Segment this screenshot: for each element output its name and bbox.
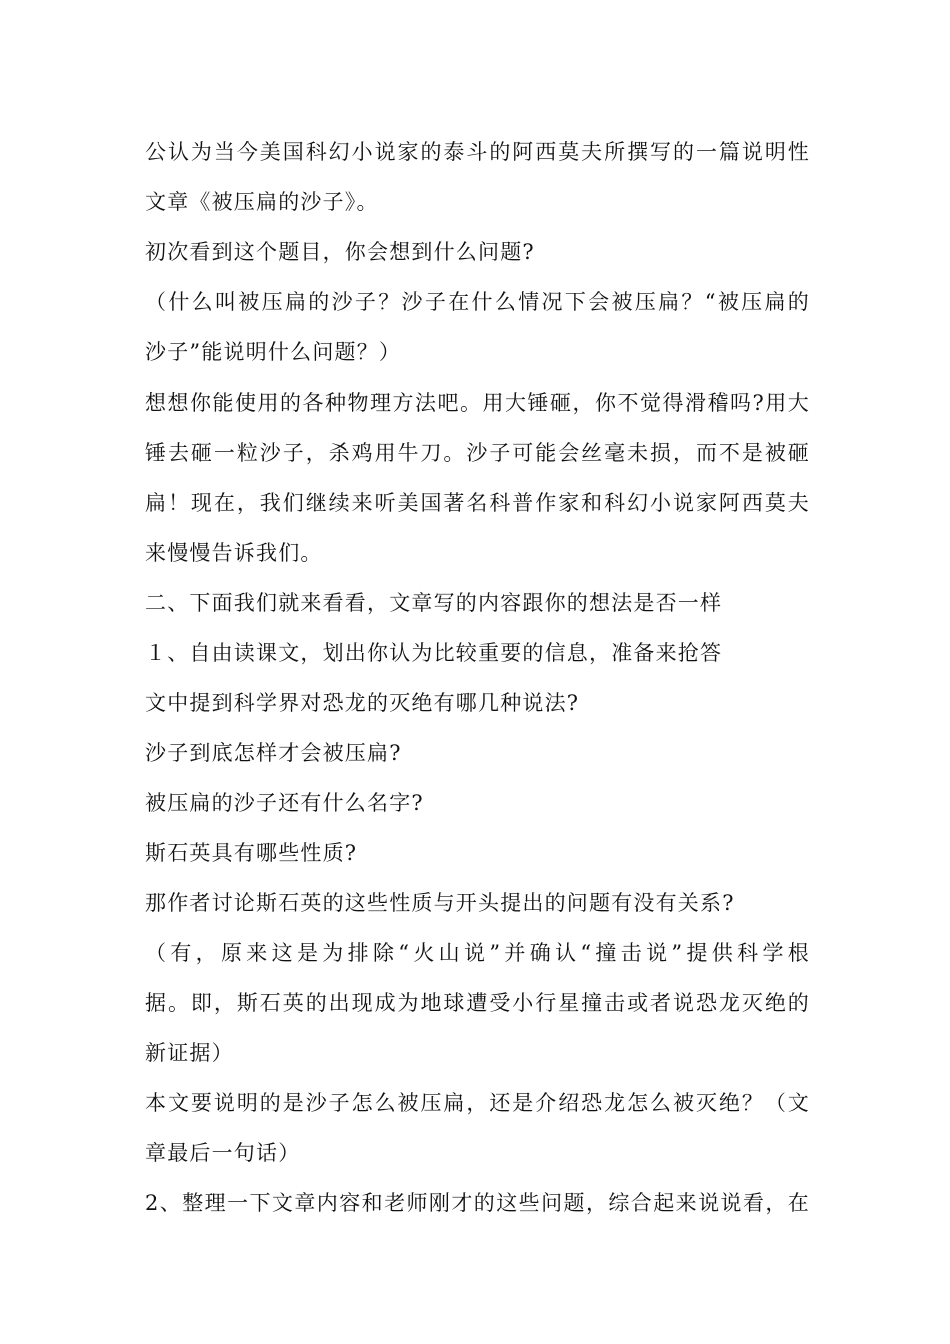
text-line: １、自由读课文，划出你认为比较重要的信息，准备来抢答 [145, 641, 723, 665]
text-line: 扁！现在，我们继续来听美国著名科普作家和科幻小说家阿西莫夫 [145, 491, 810, 515]
text-line: 那作者讨论斯石英的这些性质与开头提出的问题有没有关系? [145, 891, 735, 915]
text-line: 文中提到科学界对恐龙的灭绝有哪几种说法? [145, 691, 580, 715]
text-line: （有，原来这是为排除“火山说”并确认“撞击说”提供科学根 [145, 941, 810, 965]
text-line: （什么叫被压扁的沙子？沙子在什么情况下会被压扁？“被压扁的 [145, 290, 810, 314]
text-line: 斯石英具有哪些性质? [145, 841, 358, 865]
text-line: 文章《被压扁的沙子》。 [145, 190, 379, 214]
text-line: 沙子到底怎样才会被压扁? [145, 741, 402, 765]
text-line: 公认为当今美国科幻小说家的泰斗的阿西莫夫所撰写的一篇说明性 [145, 140, 810, 164]
text-line: 二、下面我们就来看看，文章写的内容跟你的想法是否一样 [145, 591, 723, 615]
text-line: 新证据） [145, 1041, 234, 1065]
text-line: 章最后一句话） [145, 1141, 301, 1165]
text-line: 来慢慢告诉我们。 [145, 541, 323, 565]
text-line: 2、整理一下文章内容和老师刚才的这些问题，综合起来说说看，在 [145, 1191, 810, 1215]
text-line: 想想你能使用的各种物理方法吧。用大锤砸，你不觉得滑稽吗?用大 [145, 391, 810, 415]
text-line: 锤去砸一粒沙子，杀鸡用牛刀。沙子可能会丝毫未损，而不是被砸 [145, 441, 810, 465]
text-line: 初次看到这个题目，你会想到什么问题? [145, 240, 535, 264]
text-line: 沙子”能说明什么问题？） [145, 340, 402, 364]
text-line: 被压扁的沙子还有什么名字? [145, 791, 424, 815]
text-line: 本文要说明的是沙子怎么被压扁，还是介绍恐龙怎么被灭绝？（文 [145, 1091, 810, 1115]
text-line: 据。即，斯石英的出现成为地球遭受小行星撞击或者说恐龙灭绝的 [145, 991, 810, 1015]
